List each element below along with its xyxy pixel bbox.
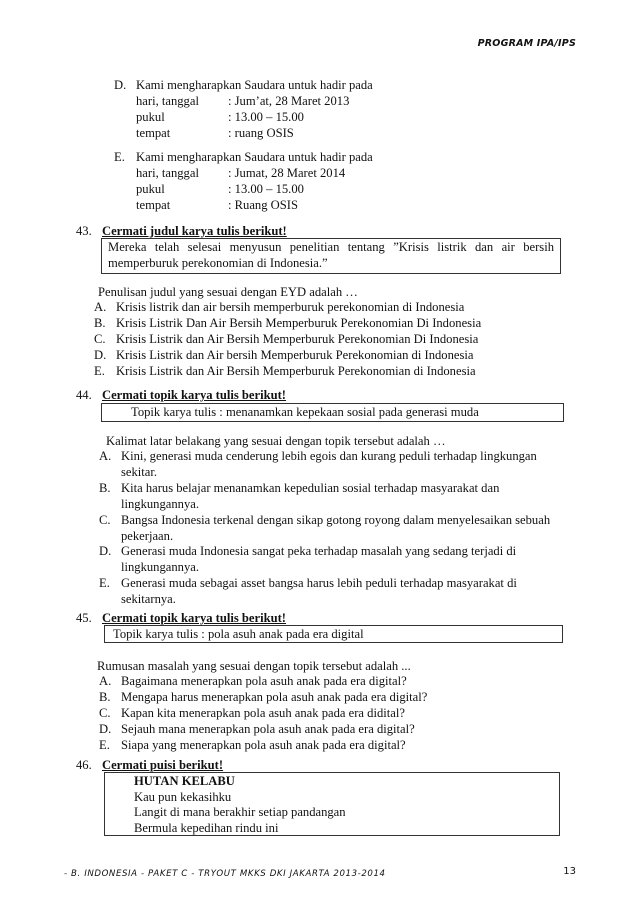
answer-option[interactable] (94, 332, 481, 348)
q43-options (94, 300, 481, 380)
answer-option[interactable] (99, 544, 550, 576)
box-line: Mereka telah selesai menyusun penelitian tentang ”Krisis listrik dan air bersih (108, 240, 554, 254)
detail-key: hari, tanggal (136, 94, 199, 108)
poem-line: Bermula kepedihan rindu ini (134, 820, 279, 835)
detail-key: tempat (136, 198, 171, 212)
q44-options (99, 449, 550, 608)
option-letter: D. (114, 78, 127, 92)
poem-line: Langit di mana berakhir setiap pandangan (134, 805, 346, 820)
detail-row (136, 182, 304, 198)
answer-option[interactable] (99, 576, 550, 608)
answer-option[interactable] (94, 316, 481, 332)
option-text: Generasi muda sebagai asset bangsa harus lebih peduli terhadap masyarakat di (121, 576, 517, 591)
detail-row (136, 166, 345, 182)
option-letter: C. (99, 512, 111, 527)
question-number: 46. (76, 758, 92, 772)
option-text: Krisis Listrik dan Air Bersih Memperburuk Perekonomian Di Indonesia (116, 331, 479, 346)
poem (134, 774, 346, 836)
q46-poem-box (104, 772, 560, 836)
question-title: Cermati judul karya tulis berikut! (102, 224, 287, 238)
detail-row (136, 198, 298, 214)
detail-value: : ruang OSIS (228, 126, 294, 140)
option-text: Bagaimana menerapkan pola asuh anak pada era digital? (121, 674, 407, 688)
option-text: Mengapa harus menerapkan pola asuh anak pada era digital? (121, 689, 428, 704)
answer-option[interactable] (99, 513, 550, 545)
question-number: 44. (76, 388, 92, 402)
answer-option[interactable] (99, 690, 427, 706)
option-text: Kami mengharapkan Saudara untuk hadir pada (136, 150, 373, 164)
option-text: Kini, generasi muda cenderung lebih egois dan kurang peduli terhadap lingkungan (121, 449, 537, 463)
option-letter: B. (94, 315, 106, 330)
q43-prompt: Penulisan judul yang sesuai dengan EYD adalah … (98, 285, 358, 299)
option-text: sekitarnya. (121, 592, 176, 607)
answer-option[interactable] (99, 674, 427, 690)
answer-option[interactable] (99, 722, 427, 738)
detail-key: pukul (136, 182, 165, 196)
question-title: Cermati topik karya tulis berikut! (102, 388, 287, 402)
detail-value: : Jumat, 28 Maret 2014 (228, 166, 346, 180)
answer-option[interactable] (99, 449, 550, 481)
option-text: lingkungannya. (121, 560, 199, 575)
option-letter: D. (99, 721, 112, 736)
answer-option[interactable] (94, 364, 481, 380)
prev-option-e (114, 150, 373, 166)
program-header: PROGRAM IPA/IPS (477, 38, 576, 49)
answer-option[interactable] (94, 300, 481, 316)
option-text: lingkungannya. (121, 496, 199, 511)
prev-option-d (114, 78, 373, 94)
poem-line: Kau pun kekasihku (134, 789, 232, 804)
q44-prompt: Kalimat latar belakang yang sesuai dengan topik tersebut adalah … (106, 434, 446, 448)
detail-row (136, 110, 304, 126)
option-letter: C. (99, 705, 111, 720)
q43-quote-box (101, 238, 561, 274)
option-text: Krisis Listrik dan Air Bersih Memperburuk Perekonomian di Indonesia (116, 363, 476, 378)
option-text: Kami mengharapkan Saudara untuk hadir pada (136, 78, 373, 92)
detail-value: : 13.00 – 15.00 (228, 182, 304, 196)
question-title: Cermati puisi berikut! (102, 758, 224, 772)
answer-option[interactable] (99, 706, 427, 722)
option-text: sekitar. (121, 464, 158, 479)
option-letter: B. (99, 689, 111, 704)
option-letter: A. (94, 300, 107, 314)
detail-row (136, 94, 349, 110)
detail-key: hari, tanggal (136, 166, 199, 180)
option-text: Bangsa Indonesia terkenal dengan sikap gotong royong dalam menyelesaikan sebuah (121, 512, 551, 527)
topic-text: Topik karya tulis : menanamkan kepekaan sosial pada generasi muda (131, 405, 479, 419)
option-text: Krisis listrik dan air bersih memperburuk perekonomian di Indonesia (116, 300, 465, 314)
option-letter: E. (99, 737, 110, 752)
option-text: Kita harus belajar menanamkan kepedulian sosial terhadap masyarakat dan (121, 480, 500, 495)
footer-text: - B. INDONESIA - PAKET C - TRYOUT MKKS DKI JAKARTA 2013-2014 (64, 869, 386, 879)
detail-key: pukul (136, 110, 165, 124)
detail-key: tempat (136, 126, 171, 140)
option-letter: E. (114, 150, 125, 164)
option-letter: C. (94, 331, 106, 346)
option-text: Krisis Listrik Dan Air Bersih Memperburuk Perekonomian Di Indonesia (116, 315, 482, 330)
question-44-heading (76, 388, 286, 404)
option-text: Siapa yang menerapkan pola asuh anak pada era digital? (121, 737, 406, 752)
option-letter: B. (99, 480, 111, 495)
option-letter: E. (94, 363, 105, 378)
q45-options (99, 674, 427, 754)
answer-option[interactable] (94, 348, 481, 364)
question-number: 45. (76, 611, 92, 625)
q45-topic-box (104, 625, 563, 643)
poem-title: HUTAN KELABU (134, 774, 235, 788)
q44-topic-box (101, 403, 564, 422)
option-letter: A. (99, 449, 112, 463)
detail-value: : Ruang OSIS (228, 198, 298, 212)
option-text: pekerjaan. (121, 528, 174, 543)
option-letter: D. (94, 347, 107, 362)
option-text: Generasi muda Indonesia sangat peka terhadap masalah yang sedang terjadi di (121, 544, 517, 559)
detail-value: : Jum’at, 28 Maret 2013 (228, 94, 350, 108)
option-text: Krisis Listrik dan Air bersih Memperburuk Perekonomian di Indonesia (116, 347, 474, 362)
option-text: Sejauh mana menerapkan pola asuh anak pada era digital? (121, 721, 415, 736)
detail-row (136, 126, 294, 142)
question-number: 43. (76, 224, 92, 238)
q45-prompt: Rumusan masalah yang sesuai dengan topik tersebut adalah ... (97, 659, 411, 673)
option-letter: A. (99, 674, 112, 688)
topic-text: Topik karya tulis : pola asuh anak pada era digital (113, 627, 364, 641)
box-line: memperburuk perekonomian di Indonesia.” (108, 255, 328, 270)
detail-value: : 13.00 – 15.00 (228, 110, 304, 124)
page-number: 13 (563, 866, 576, 877)
option-letter: E. (99, 576, 110, 591)
answer-option[interactable] (99, 738, 427, 754)
option-text: Kapan kita menerapkan pola asuh anak pada era didital? (121, 705, 405, 720)
question-title: Cermati topik karya tulis berikut! (102, 611, 287, 625)
answer-option[interactable] (99, 481, 550, 513)
option-letter: D. (99, 544, 112, 559)
